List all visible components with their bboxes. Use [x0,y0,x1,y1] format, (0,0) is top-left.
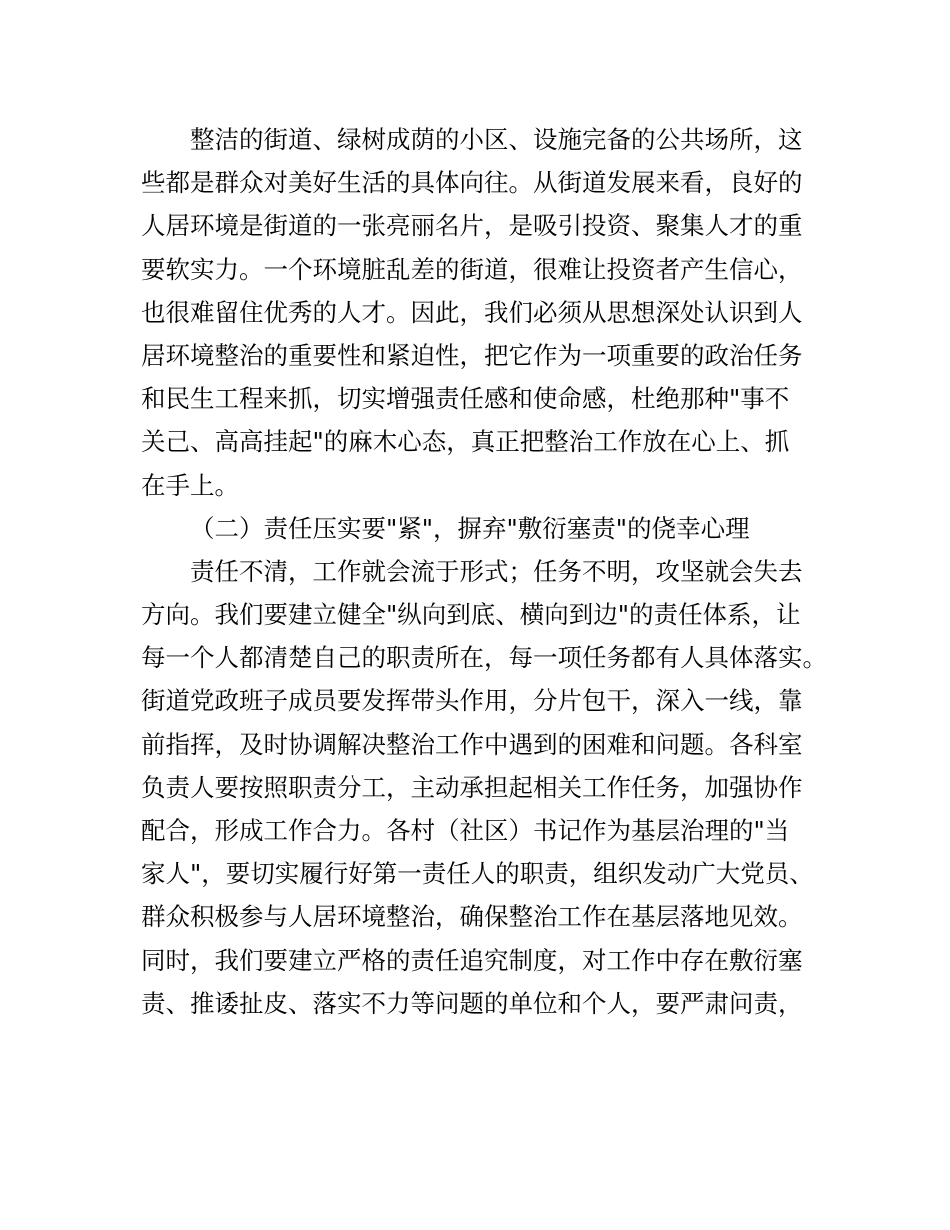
paragraph-1-line-6: 居环境整治的重要性和紧迫性，把它作为一项重要的政治任务 [141,340,803,370]
paragraph-2-line-5: 前指挥，及时协调解决整治工作中遇到的困难和问题。各科室 [141,729,803,759]
paragraph-1-line-5: 也很难留住优秀的人才。因此，我们必须从思想深处认识到人 [141,297,803,327]
paragraph-2-line-3: 每一个人都清楚自己的职责所在，每一项任务都有人具体落实。 [141,643,827,673]
paragraph-1-line-1: 整洁的街道、绿树成荫的小区、设施完备的公共场所，这 [190,125,803,154]
paragraph-2-line-2: 方向。我们要建立健全"纵向到底、横向到边"的责任体系，让 [141,600,801,630]
paragraph-2-line-10: 同时，我们要建立严格的责任追究制度，对工作中存在敷衍塞 [141,945,803,975]
document-body [141,118,827,1025]
paragraph-2-line-1: 责任不清，工作就会流于形式；任务不明，攻坚就会失去 [190,556,803,586]
paragraph-2-line-9: 群众积极参与人居环境整治，确保整治工作在基层落地见效。 [141,902,803,932]
paragraph-2-line-11: 责、推诿扯皮、落实不力等问题的单位和个人，要严肃问责， [141,988,803,1018]
paragraph-2-line-7: 配合，形成工作合力。各村（社区）书记作为基层治理的"当 [141,816,790,845]
paragraph-1-line-2: 些都是群众对美好生活的具体向往。从街道发展来看，良好的 [141,168,803,198]
paragraph-2-line-6: 负责人要按照职责分工，主动承担起相关工作任务，加强协作 [141,772,803,802]
paragraph-1-line-7: 和民生工程来抓，切实增强责任感和使命感，杜绝那种"事不 [141,384,790,414]
paragraph-2-line-8: 家人"，要切实履行好第一责任人的职责，组织发动广大党员、 [141,859,814,889]
paragraph-1-line-9: 在手上。 [141,470,239,500]
paragraph-2-line-4: 街道党政班子成员要发挥带头作用，分片包干，深入一线，靠 [141,686,803,716]
section-heading: （二）责任压实要"紧"，摒弃"敷衍塞责"的侥幸心理 [190,513,750,543]
paragraph-1-line-4: 要软实力。一个环境脏乱差的街道，很难让投资者产生信心， [141,254,803,284]
paragraph-1-line-3: 人居环境是街道的一张亮丽名片，是吸引投资、聚集人才的重 [141,211,803,241]
paragraph-1-line-8: 关己、高高挂起"的麻木心态，真正把整治工作放在心上、抓 [141,427,790,457]
